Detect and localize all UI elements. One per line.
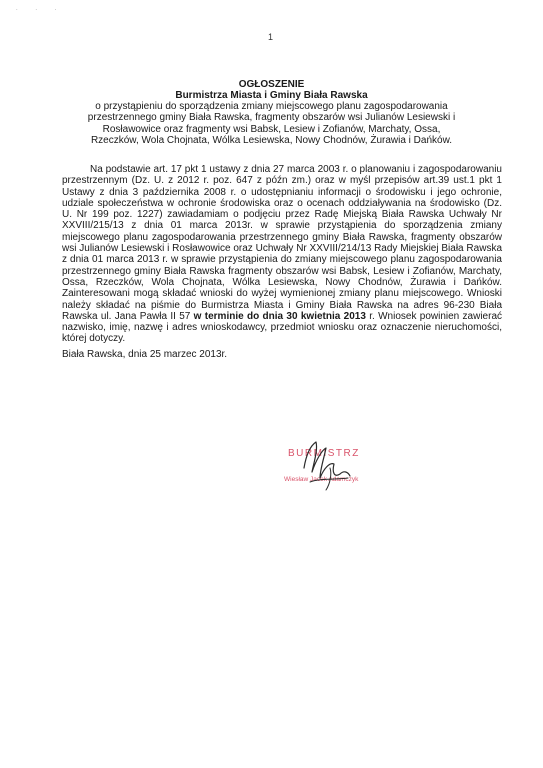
intro-line: o przystąpieniu do sporządzenia zmiany miejscowego planu zagospodarowania bbox=[95, 101, 448, 112]
body-deadline: w terminie do dnia 30 kwietnia 2013 bbox=[193, 310, 366, 322]
place-and-date: Biała Rawska, dnia 25 marzec 2013r. bbox=[62, 349, 228, 360]
stamp-title: BURMISTRZ bbox=[288, 448, 360, 459]
stamp-name: Wiesław Jacek Adamczyk bbox=[284, 476, 359, 483]
intro-line: przestrzennego gminy Biała Rawska, fragmenty obszarów wsi Julianów Lesiewski i bbox=[87, 112, 456, 124]
intro-line: Rosławowice oraz fragmenty wsi Babsk, Lesiew i Zofianów, Marchaty, Ossa, bbox=[102, 123, 441, 135]
scan-marks: . . . bbox=[16, 6, 65, 12]
document-subtitle: Burmistrza Miasta i Gminy Biała Rawska bbox=[175, 90, 368, 101]
page-number: 1 bbox=[268, 32, 274, 42]
handwritten-signature bbox=[290, 438, 360, 494]
body-text-part1: Na podstawie art. 17 pkt 1 ustawy z dnia 27 marca 2003 r. o planowaniu i zagospodarowaniu przestrzennym (Dz. U. z 2012 r. poz. 647 z późn zm.) oraz w myśl przepisów art.39 ust.1 pkt 1 Ustawy z dnia 3 października 2008 r. o udostępnianiu informacji o środowisku i jego ochronie, udziale społeczeństwa w ochronie środowiska oraz o ocenach oddziaływania na środowisko (Dz. U. Nr 199 poz. 1227) zawiadamiam o podjęciu przez Radę Miejską Biała Rawska Uchwały Nr XXVIII/215/13 z dnia 01 marca 2013r. w sprawie przystąpienia do sporządzenia zmiany miejscowego planu zagospodarowania przestrzennego gminy Biała Rawska, fragmenty obszarów wsi Julianów Lesiewski i Rosławowice oraz Uchwały Nr XXVIII/214/13 Rady Miejskiej Biała Rawska z dnia 01 marca 2013 r. w sprawie przystąpienia do zmiany miejscowego planu zagospodarowania przestrzennego gminy Biała Rawska fragmenty obszarów wsi Babsk, Lesiew i Zofianów, Marchaty, Ossa, Rzeczków, Wola Chojnata, Wólka Lesiewska, Nowy Chodnów, Żurawia i Dańków. Zainteresowani mogą składać wnioski do wyżej wymienionej zmiany planu miejscowego. Wnioski należy składać na piśmie do Burmistrza Miasta i Gminy Biała Rawska na adres 96-230 Biała Rawska ul. Jana Pawła II 57 bbox=[62, 164, 502, 322]
announcement-body bbox=[62, 164, 502, 345]
intro-line: Rzeczków, Wola Chojnata, Wólka Lesiewska, Nowy Chodnów, Żurawia i Dańków. bbox=[90, 134, 453, 146]
document-intro bbox=[40, 101, 503, 146]
body-text-part2: r. Wniosek powinien zawierać nazwisko, imię, nazwę i adres wnioskodawcy, przedmiot wniosku oraz oznaczenie nieruchomości, której dotyczy. bbox=[62, 310, 503, 345]
document-header bbox=[40, 79, 503, 146]
document-title: OGŁOSZENIE bbox=[238, 79, 305, 90]
